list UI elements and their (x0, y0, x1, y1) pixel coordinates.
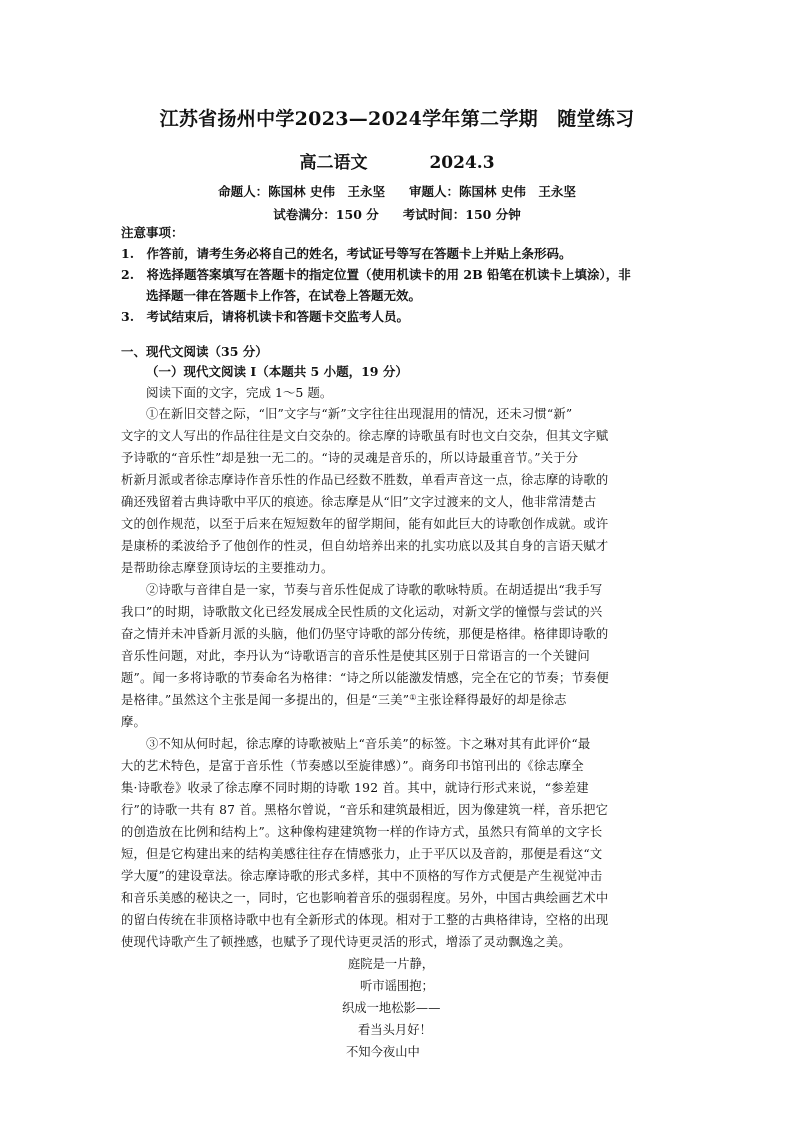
passage-line: ①在新旧交替之际，“旧”文字与“新”文字往往出现混用的情况，还未习惯“新” (146, 407, 573, 421)
passage-line: 和音乐美感的秘诀之一，同时，它也影响着音乐的强弱程度。另外，中国古典绘画艺术中 (121, 891, 609, 905)
section-instruction: 阅读下面的文字，完成 1～5 题。 (146, 385, 333, 400)
passage-line: ③不知从何时起，徐志摩的诗歌被贴上“音乐美”的标签。卞之琳对其有此评价“最 (146, 737, 591, 751)
passage-line-with-footnote (121, 689, 567, 711)
passage-line: 大的艺术特色，是富于音乐性（节奏感以至旋律感）”。商务印书馆刊出的《徐志摩全 (121, 759, 584, 773)
passage-line: 短，但是它构建出来的结构美感往往存在情感张力，止于平仄以及音韵，那便是看这“文 (121, 847, 603, 861)
passage-line: 是康桥的柔波给予了他创作的性灵，但自幼培养出来的扎实功底以及其自身的言语天赋才 (121, 539, 609, 553)
passage-line: ②诗歌与音律自是一家，节奏与音乐性促成了诗歌的歌咏特质。在胡适提出“我手写 (146, 583, 603, 597)
notes-heading: 注意事项： (121, 225, 184, 240)
reviewers: 审题人：陈国林 史伟 王永坚 (409, 184, 576, 199)
footnote-marker: ① (409, 693, 417, 702)
passage-line: 的留白传统在非顶格诗歌中也有全新形式的体现。相对于工整的古典格律诗，空格的出现 (121, 913, 609, 927)
subject-label: 高二语文 (299, 153, 368, 173)
passage-line: 确还残留着古典诗歌中平仄的痕迹。徐志摩是从“旧”文字过渡来的文人，他非常清楚古 (121, 495, 597, 509)
note-item: 1. 作答前，请考生务必将自己的姓名，考试证号等写在答题卡上并贴上条形码。 (121, 246, 572, 261)
passage-line: 我口”的时期，诗歌散文化已经发展成全民性质的文化运动，对新文学的憧憬与尝试的兴 (121, 605, 603, 619)
exam-time: 考试时间：150 分钟 (402, 207, 521, 222)
passage-line: 析新月派或者徐志摩诗作音乐性的作品已经数不胜数，单看声音这一点，徐志摩的诗歌的 (121, 473, 609, 487)
passage-line: 学大厦”的建设章法。徐志摩诗歌的形式多样，其中不顶格的写作方式便是产生视觉冲击 (121, 869, 603, 883)
exam-subtitle (0, 148, 794, 173)
passage-line: 行”的诗歌一共有 87 首。黑格尔曾说，“音乐和建筑最相近，因为像建筑一样，音乐把它 (121, 803, 609, 817)
passage-line: 是帮助徐志摩登顶诗坛的主要推动力。 (121, 561, 334, 575)
exam-title: 江苏省扬州中学2023—2024学年第二学期 随堂练习 (159, 108, 635, 130)
section-subheading: （一）现代文阅读 I（本题共 5 小题，19 分） (146, 364, 408, 379)
author-line (0, 182, 794, 200)
poem-line: 听市谣围抱； (360, 979, 434, 993)
passage-text: 主张诠释得最好的却是徐志 (416, 693, 567, 707)
note-item: 3. 考试结束后，请将机读卡和答题卡交监考人员。 (121, 309, 410, 324)
note-item: 选择题一律在答题卡上作答，在试卷上答题无效。 (146, 288, 422, 303)
poem-line: 看当头月好！ (358, 1023, 432, 1037)
passage-line: 奋之情并未冲昏新月派的头脑，他们仍坚守诗歌的部分传统，那便是格律。格律即诗歌的 (121, 627, 609, 641)
note-item: 2. 将选择题答案填写在答题卡的指定位置（使用机读卡的用 2B 铅笔在机读卡上填涂），非 (121, 267, 631, 282)
passage-line: 使现代诗歌产生了顿挫感，也赋予了现代诗更灵活的形式，增添了灵动飘逸之美。 (121, 935, 571, 949)
authors: 命题人：陈国林 史伟 王永坚 (218, 184, 385, 199)
passage-line: 的创造放在比例和结构上”。这种像构建建筑物一样的作诗方式，虽然只有简单的文字长 (121, 825, 603, 839)
exam-date: 2024.3 (429, 153, 495, 173)
passage-line: 摩。 (121, 715, 146, 729)
full-score: 试卷满分：150 分 (273, 207, 379, 222)
passage-line: 音乐性问题，对此，李丹认为“诗歌语言的音乐性是使其区别于日常语言的一个关键问 (121, 649, 590, 663)
section-heading: 一、现代文阅读（35 分） (121, 344, 268, 359)
passage-line: 予诗歌的“音乐性”却是独一无二的。“诗的灵魂是音乐的，所以诗最重音节。”关于分 (121, 451, 579, 465)
passage-line: 文的创作规范，以至于后来在短短数年的留学期间，能有如此巨大的诗歌创作成就。或许 (121, 517, 609, 531)
passage-text: 是格律。”虽然这个主张是闻一多提出的，但是“三美” (121, 693, 410, 707)
passage-line: 文字的文人写出的作品往往是文白交杂的。徐志摩的诗歌虽有时也文白交杂，但其文字赋 (121, 429, 609, 443)
score-time-line (0, 205, 794, 223)
poem-line: 不知今夜山中 (346, 1045, 420, 1059)
poem-line: 织成一地松影—— (342, 1001, 441, 1015)
passage-line: 题”。闻一多将诗歌的节奏命名为格律：“诗之所以能激发情感，完全在它的节奏；节奏便 (121, 671, 609, 685)
passage-line: 集·诗歌卷》收录了徐志摩不同时期的诗歌 192 首。其中，就诗行形式来说，“参差建 (121, 781, 589, 795)
poem-line: 庭院是一片静， (348, 957, 435, 971)
